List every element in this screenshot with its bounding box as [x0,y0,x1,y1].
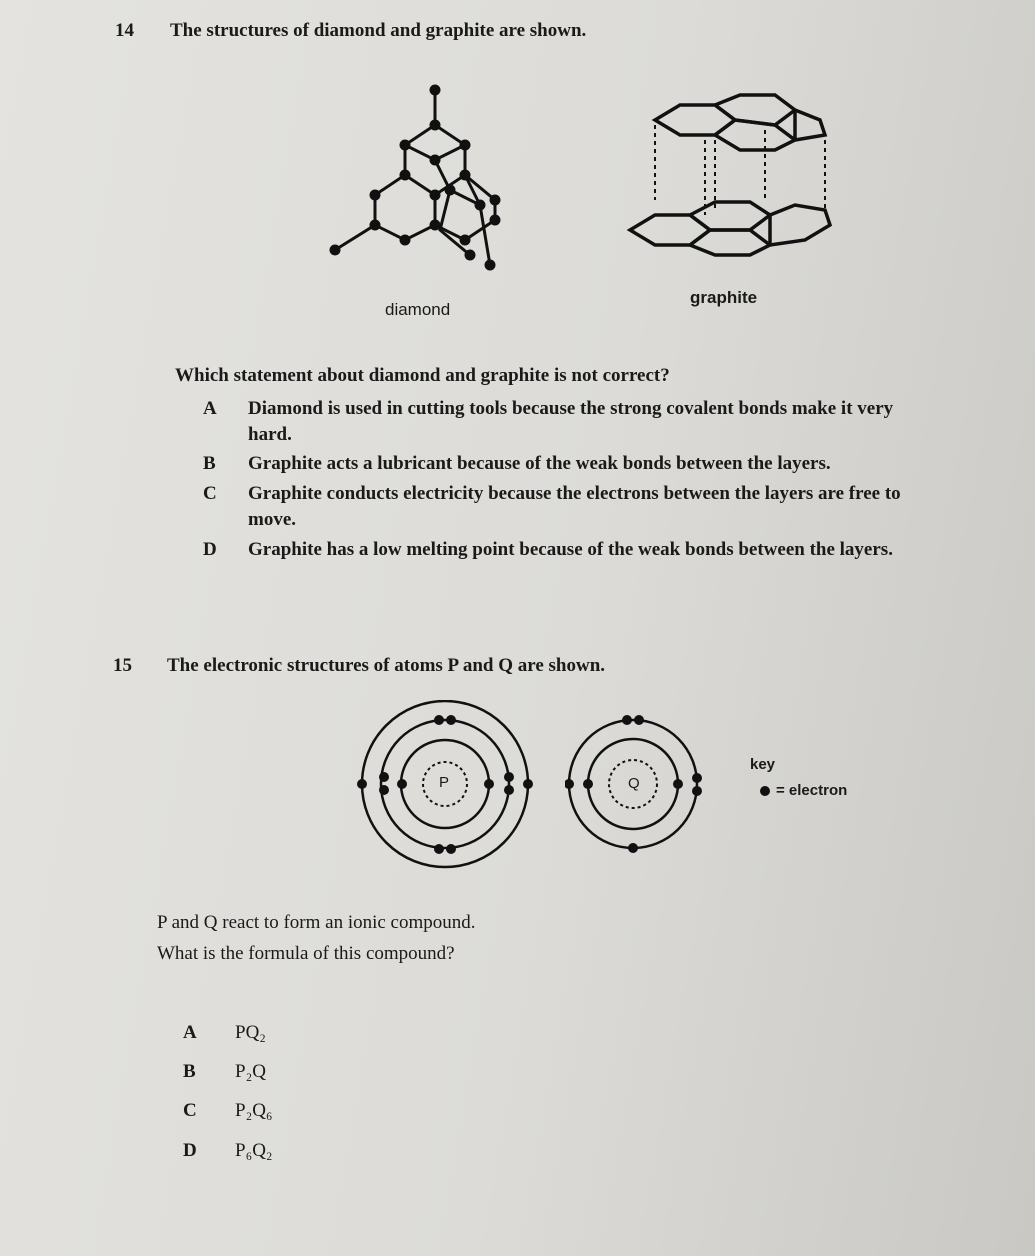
option-formula: P₂Q [235,1061,266,1082]
question-15-stem: The electronic structures of atoms P and Q are shown. [167,655,606,676]
question-15-line1: P and Q react to form an ionic compound. [157,912,476,933]
key-title: key [750,756,776,773]
option-letter: D [183,1140,197,1161]
key-text: = electron [776,782,848,799]
option-text-cont: hard. [248,424,292,445]
option-text: Diamond is used in cutting tools because the strong covalent bonds make it very [248,398,894,419]
electron-icon [760,786,770,796]
option-letter: B [183,1061,196,1082]
option-letter: B [203,453,216,474]
option-letter: A [203,398,217,419]
question-14-number: 14 [115,20,134,41]
graphite-label: graphite [690,288,758,307]
prompt-text: Which statement about diamond and graphite is [175,365,572,386]
option-formula: P₆Q₂ [235,1140,273,1161]
question-14-stem: The structures of diamond and graphite are shown. [170,20,587,41]
option-text: Graphite acts a lubricant because of the weak bonds between the layers. [248,453,831,474]
option-text: Graphite conducts electricity because the electrons between the layers are free to [248,483,901,504]
diamond-label: diamond [385,300,451,319]
option-text-cont: move. [248,509,297,530]
option-letter: C [183,1100,197,1121]
diamond-structure-diagram [320,80,520,280]
question-15-number: 15 [113,655,132,676]
option-formula: P₂Q₆ [235,1100,273,1121]
question-14-prompt [175,365,670,387]
atom-p-label: P [439,774,450,791]
prompt-text-end: correct? [597,365,670,386]
graphite-structure-diagram [625,90,835,260]
prompt-emphasis: not [571,365,598,386]
atom-q-label: Q [628,775,640,792]
option-letter: A [183,1022,197,1043]
option-letter: C [203,483,217,504]
option-letter: D [203,539,217,560]
atom-q-diagram [565,712,715,862]
option-formula: PQ₂ [235,1022,266,1043]
question-15-line2: What is the formula of this compound? [157,943,455,964]
option-text: Graphite has a low melting point because of the weak bonds between the layers. [248,539,893,560]
